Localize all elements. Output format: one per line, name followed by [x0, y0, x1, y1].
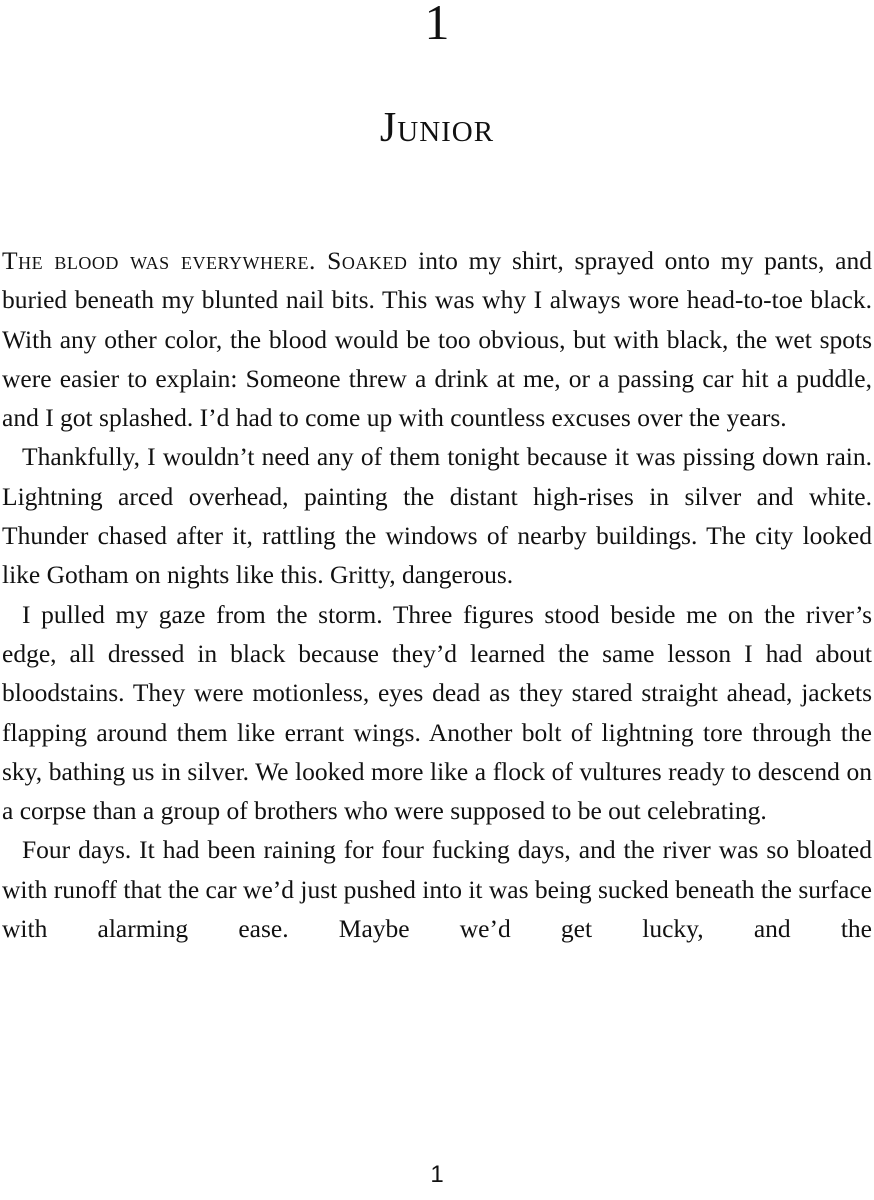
- paragraph-3: I pulled my gaze from the storm. Three figures stood beside me on the river’s edge, all dressed in black because they’d learned the same lesson I had about bloodstains. They were motionless, eyes dead as they stared straight ahead, jackets flapping around them like errant wings. Another bolt of lightning tore through the sky, bathing us in silver. We looked more like a flock of vultures ready to descend on a corpse than a group of brothers who were supposed to be out celebrating.: [2, 599, 872, 826]
- body-text: [2, 241, 872, 948]
- paragraph-1-text: into my shirt, sprayed onto my pants, and buried beneath my blunted nail bits. This was why I always wore head-to-toe black. With any other color, the blood would be too obvious, but with black, the wet spots were easier to explain: Someone threw a drink at me, or a passing car hit a puddle, and I got splashed. I’d had to come up with countless excuses over the years.: [2, 246, 872, 433]
- paragraph-4: Four days. It had been raining for four fucking days, and the river was so bloated with runoff that the car we’d just pushed into it was being sucked beneath the surface with alarming ease. Maybe we’d get lucky, and the: [2, 835, 872, 944]
- paragraph-1: [2, 241, 872, 437]
- lead-in: The blood was everywhere. Soaked: [2, 246, 408, 275]
- paragraph-2: Thankfully, I wouldn’t need any of them tonight because it was pissing down rain. Lightning arced overhead, painting the distant high-rises in silver and white. Thunder chased after it, rattling the windows of nearby buildings. The city looked like Gotham on nights like this. Gritty, dangerous.: [2, 442, 872, 590]
- chapter-number: 1: [424, 0, 450, 50]
- page-number: 1: [430, 1161, 444, 1188]
- chapter-title: Junior: [379, 105, 495, 151]
